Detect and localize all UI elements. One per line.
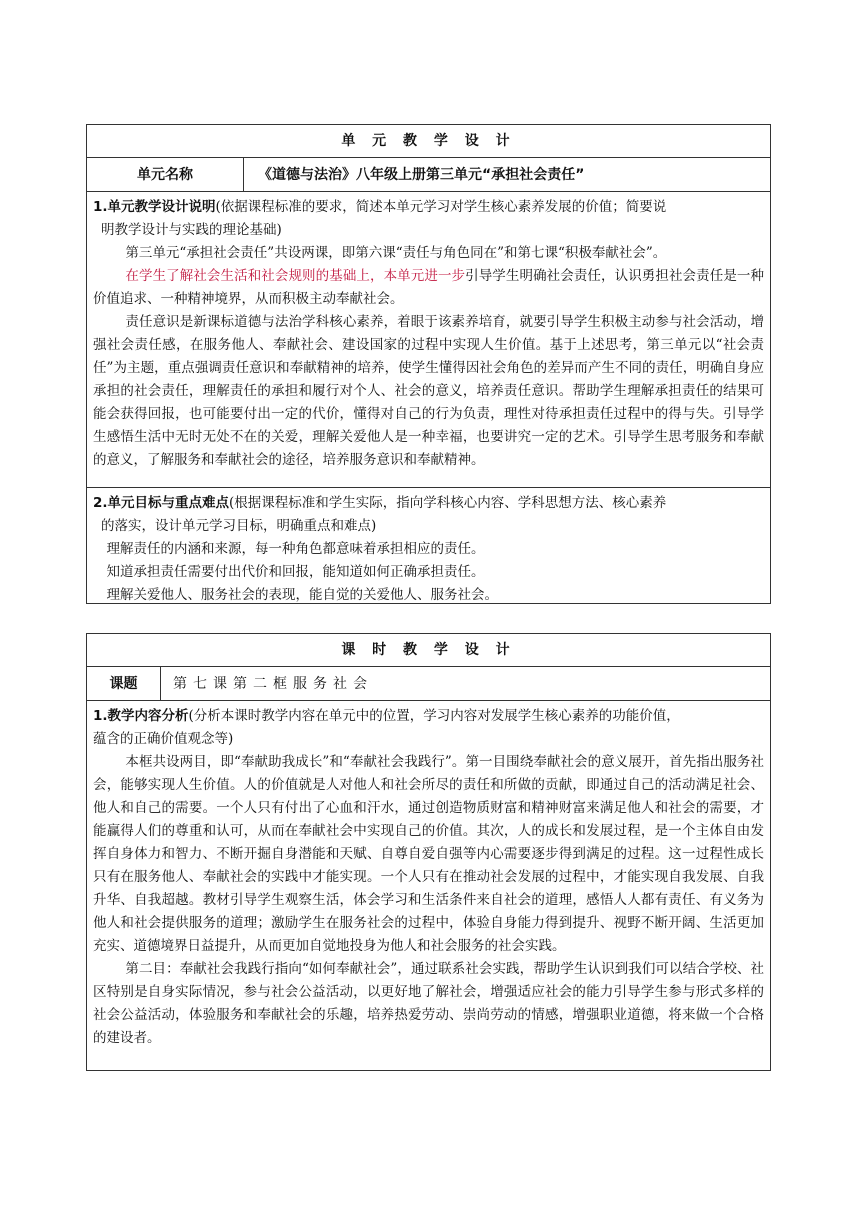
unit-design-explanation: [87, 192, 770, 488]
unit-para1: 第三单元“承担社会责任”共设两课，即第六课“责任与角色同在”和第七课“积极奉献社会”。: [125, 245, 667, 261]
unit-name-row: [87, 158, 770, 192]
lesson-topic-label: 课题: [87, 667, 161, 700]
unit-sec1-note: (依据课程标准的要求，简述本单元学习对学生核心素养发展的价值；简要说: [215, 199, 667, 215]
lesson-topic-value: 第七课第二框服务社会: [173, 676, 373, 692]
lesson-content-analysis: [87, 701, 770, 1070]
unit-name-label: 单元名称: [87, 158, 244, 191]
lesson-para2: 第二目：奉献社会我践行指向“如何奉献社会”，通过联系社会实践，帮助学生认识到我们可以结合学校、社区特别是自身实际情况，参与社会公益活动，以更好地了解社会，增强适应社会的能力引导学生参与形式多样的社会公益活动，体验服务和奉献社会的乐趣，培养热爱劳动、崇尚劳动的情感，增强职业道德，将来做一个合格的建设者。: [93, 961, 764, 1046]
lesson-design-title: 课 时 教 学 设 计: [87, 634, 770, 667]
lesson-para1: 本框共设两目，即“奉献助我成长”和“奉献社会我践行”。第一目围绕奉献社会的意义展开，首先指出服务社会，能够实现人生价值。人的价值就是人对他人和社会所尽的责任和所做的贡献，即通过自己的活动满足社会、他人和自己的需要。一个人只有付出了心血和汗水，通过创造物质财富和精神财富来满足他人和社会的需要，才能赢得人们的尊重和认可，从而在奉献社会中实现自己的价值。其次，人的成长和发展过程，是一个主体自由发挥自身体力和智力、不断开掘自身潜能和天赋、自尊自爱自强等内心需要逐步得到满足的过程。这一过程性成长只有在服务他人、奉献社会的实践中才能实现。一个人只有在推动社会发展的过程中，才能实现自我发展、自我升华、自我超越。教材引导学生观察生活，体会学习和生活条件来自社会的道理，感悟人人都有责任、有义务为他人和社会提供服务的道理；激励学生在服务社会的过程中，体验自身能力得到提升、视野不断开阔、生活更加充实、道德境界日益提升，从而更加自觉地投身为他人和社会服务的社会实践。: [93, 754, 764, 954]
unit-name-value: 《道德与法治》八年级上册第三单元“承担社会责任”: [258, 167, 585, 183]
unit-sec2-note: (根据课程标准和学生实际，指向学科核心内容、学科思想方法、核心素养: [229, 495, 667, 511]
unit-sec1-heading-line: [93, 196, 764, 219]
unit-para3: 责任意识是新课标道德与法治学科核心素养，着眼于该素养培育，就要引导学生积极主动参与社会活动，增强社会责任感，在服务他人、奉献社会、建设国家的过程中实现人生价值。基于上述思考，第三单元以“社会责任”为主题，重点强调责任意识和奉献精神的培养，使学生懂得因社会角色的差异而产生不同的责任，明确自身应承担的社会责任，理解责任的承担和履行对个人、社会的意义，培养责任意识。帮助学生理解承担责任的结果可能会获得回报，也可能要付出一定的代价，懂得对自己的行为负责，理性对待承担责任过程中的得与失。引导学生感悟生活中无时无处不在的关爱，理解关爱他人是一种幸福，也要讲究一定的艺术。引导学生思考服务和奉献的意义，了解服务和奉献社会的途径，培养服务意识和奉献精神。: [93, 314, 764, 468]
unit-para2-rest: 引导学生明确社会责任，认识勇担社会责任是一种价值追求、一种精神境界，从而积极主动奉献社会。: [93, 268, 765, 307]
unit-sec2-heading: 2.单元目标与重点难点: [93, 495, 230, 511]
unit-sec2-note-cont: 的落实，设计单元学习目标，明确重点和难点): [101, 518, 377, 534]
unit-goal-3: 理解关爱他人、服务社会的表现，能自觉的关爱他人、服务社会。: [106, 587, 498, 603]
unit-goal-2: 知道承担责任需要付出代价和回报，能知道如何正确承担责任。: [106, 564, 485, 580]
lesson-sec1-note: (分析本课时教学内容在单元中的位置，学习内容对发展学生核心素养的功能价值，: [188, 708, 680, 724]
lesson-topic-row: [87, 667, 770, 701]
unit-design-table: [86, 124, 771, 604]
unit-sec1-note-cont: 明教学设计与实践的理论基础): [101, 222, 282, 238]
lesson-sec1-note-cont: 蕴含的正确价值观念等): [93, 731, 234, 747]
unit-para2-highlight: 在学生了解社会生活和社会规则的基础上，本单元进一步: [125, 268, 466, 284]
lesson-sec1-heading-line: [93, 705, 764, 728]
unit-goal-1: 理解责任的内涵和来源，每一种角色都意味着承担相应的责任。: [106, 541, 485, 557]
lesson-sec1-heading: 1.教学内容分析: [93, 708, 189, 724]
lesson-design-table: [86, 633, 771, 1071]
unit-goals: [87, 488, 770, 603]
unit-sec1-heading: 1.单元教学设计说明: [93, 199, 216, 215]
unit-sec2-heading-line: [93, 492, 764, 515]
unit-design-title: 单 元 教 学 设 计: [87, 125, 770, 158]
unit-para2: [93, 265, 764, 311]
